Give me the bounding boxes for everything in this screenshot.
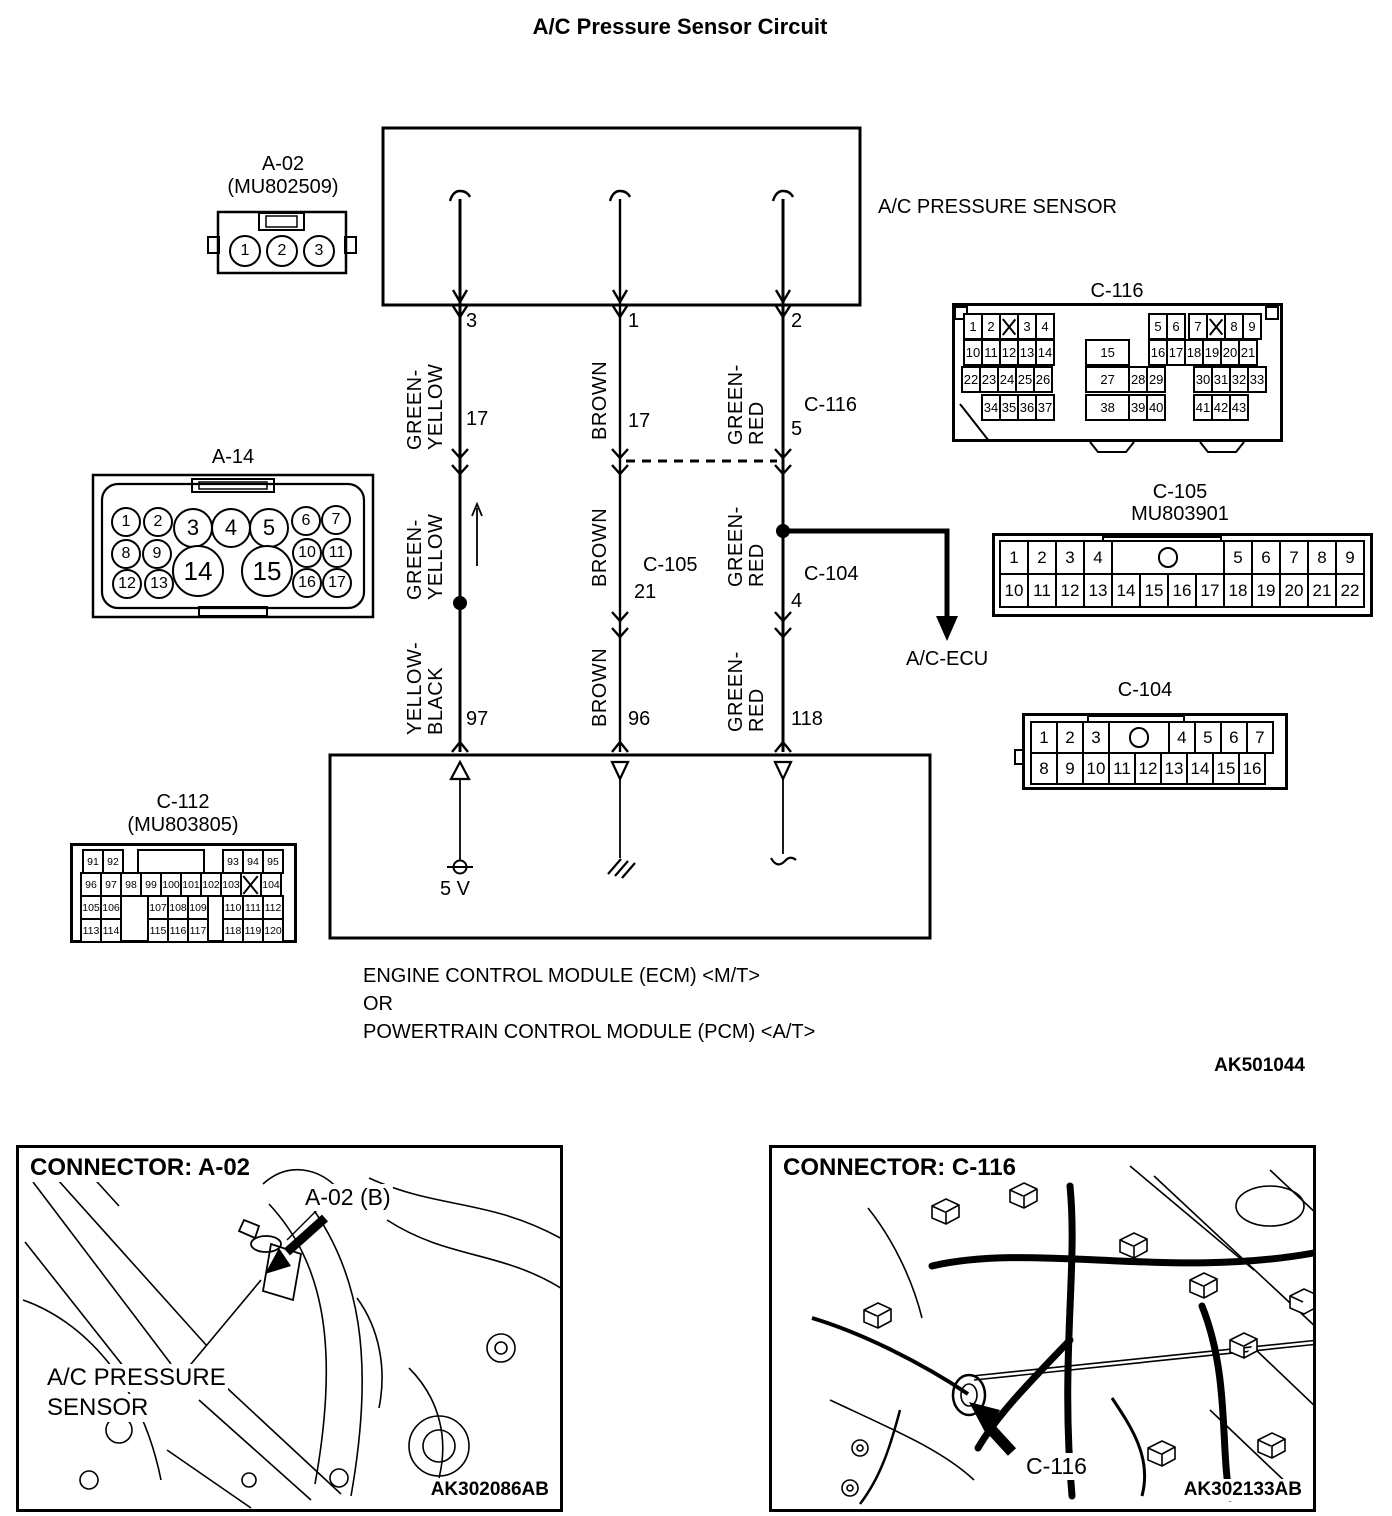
pin-cell: 34 [981,394,1001,421]
pin-cell: 16 [1167,573,1197,608]
pin-cell: 94 [242,849,264,874]
pin-circle: 12 [112,569,142,599]
wire-color-line: GREEN- [404,519,426,600]
module-caption-line: ENGINE CONTROL MODULE (ECM) <M/T> [363,965,761,987]
pin-cell: 12 [1055,573,1085,608]
module-caption [363,962,815,1046]
c116-pin: 5 [791,418,803,440]
pin-circle: 17 [322,568,352,598]
wire-color-line: GREEN- [725,364,747,445]
wire-color-line: BROWN [588,507,611,587]
photo-header: CONNECTOR: A-02 [27,1154,253,1182]
sensor-location-label: SENSOR [47,1394,149,1421]
wire-color-line: YELLOW [425,363,447,450]
pin-cell: 7 [1246,721,1274,754]
wire-color-label [404,314,448,450]
pin-cell: 3 [1055,540,1085,575]
pin-circle: 15 [241,545,293,597]
pin-cell: 96 [80,872,102,897]
pin-cell: 30 [1193,366,1213,393]
ecm-pin: 97 [466,708,489,730]
pin-cell: 103 [220,872,242,897]
pin-cell: 29 [1146,366,1166,393]
sensor-pin: 3 [466,310,478,332]
pin-circle: 16 [292,568,322,598]
pin-cell: 112 [262,895,284,920]
pin-cell: 25 [1015,366,1035,393]
pin-cell: 6 [1166,313,1186,340]
pin-cell: 28 [1128,366,1148,393]
pin-cell: 93 [222,849,244,874]
photo-panel-c116 [769,1145,1316,1512]
pin-cell: 10 [999,573,1029,608]
pin-cell: 119 [242,918,264,943]
pin-cell: 7 [1279,540,1309,575]
pin-cell: 33 [1247,366,1267,393]
sensor-box [383,128,860,305]
wire-color-label [725,467,769,587]
ecm-pin: 118 [791,708,823,730]
wire-color-label [404,599,448,735]
pin-cell: 35 [999,394,1019,421]
pin-cell [1108,721,1170,754]
pin-cell: 91 [82,849,104,874]
photo-callout: A-02 (B) [305,1184,391,1210]
pin-cell: 22 [1335,573,1365,608]
wire-color-line: RED [746,543,768,587]
pin-cell: 13 [1083,573,1113,608]
sensor-pin: 2 [791,310,803,332]
pin-cell: 32 [1229,366,1249,393]
wire-color-line: RED [746,401,768,445]
pin-circle: 2 [143,507,173,537]
pin-cell: 8 [1224,313,1244,340]
wire-color-label [404,464,448,600]
pin-cell: 18 [1223,573,1253,608]
supply-label: 5 V [440,878,471,900]
pin-cell: 21 [1307,573,1337,608]
pin-cell: 113 [80,918,102,943]
connector-title-a02: A-02 [261,153,305,175]
pin-cell: 40 [1146,394,1166,421]
pin-cell: 99 [140,872,162,897]
pin-cell: 23 [979,366,999,393]
ecu-label: A/C-ECU [906,648,989,670]
wire-color-label [589,617,611,727]
c105-pin: 21 [634,581,657,603]
connector-title-c112: C-112 [156,791,210,813]
pin-cell: 18 [1184,339,1204,366]
pin-circle: 2 [266,235,298,267]
pin-cell: 100 [160,872,182,897]
photo-header: CONNECTOR: C-116 [780,1154,1019,1182]
c105-wire-label: C-105 [643,554,698,576]
pin-cell: 15 [1212,752,1240,785]
pin-cell: 4 [1083,540,1113,575]
pin-cell: 9 [1242,313,1262,340]
pin-cell: 16 [1148,339,1168,366]
pin-cell: 114 [100,918,122,943]
pin-cell: 1 [1030,721,1058,754]
photo-panel-a02 [16,1145,563,1512]
pin-cell: 5 [1223,540,1253,575]
pin-cell: 21 [1238,339,1258,366]
pin-cell: 118 [222,918,244,943]
pin-cell: 108 [167,895,189,920]
pin-cell: 14 [1111,573,1141,608]
pin-cell: 92 [102,849,124,874]
ecu-arrowhead [936,616,958,641]
pin-cell: 1 [963,313,983,340]
pin-cell: 115 [147,918,169,943]
pin-cell: 107 [147,895,169,920]
pin-cell: 98 [120,872,142,897]
pin-circle: 11 [322,538,352,568]
pin-cell: 20 [1220,339,1240,366]
pin-cell: 12 [999,339,1019,366]
pin-cell: 27 [1085,366,1130,393]
wire-color-line: GREEN- [725,506,747,587]
pin-circle: 13 [144,569,174,599]
pin-cell: 38 [1085,394,1130,421]
pin-cell [999,313,1019,340]
pin-cell: 19 [1202,339,1222,366]
connector-title-c116: C-116 [1090,280,1144,302]
wire-color-line: YELLOW [425,513,447,600]
pin-circle: 14 [172,545,224,597]
connector-subtitle-a02: (MU802509) [227,176,339,198]
pin-cell: 12 [1134,752,1162,785]
pin-cell: 6 [1220,721,1248,754]
ground-symbol [608,859,635,878]
c104-pin: 4 [791,590,803,612]
pin-cell: 22 [961,366,981,393]
pin-cell: 39 [1128,394,1148,421]
pin-cell: 2 [981,313,1001,340]
pin-cell: 2 [1027,540,1057,575]
pin-cell: 20 [1279,573,1309,608]
c116-wire-label: C-116 [804,394,857,416]
pin-circle: 8 [111,539,141,569]
pin-cell: 1 [999,540,1029,575]
pin-cell: 3 [1082,721,1110,754]
sensor-pin: 1 [628,310,640,332]
pin-cell: 17 [1195,573,1225,608]
pin-cell: 15 [1085,339,1130,366]
ecm-pin: 96 [628,708,651,730]
wire-color-line: BLACK [425,666,447,735]
pin-cell: 4 [1035,313,1055,340]
pin-cell: 37 [1035,394,1055,421]
pin-circle: 3 [173,508,213,548]
page-title: A/C Pressure Sensor Circuit [532,14,828,39]
module-caption-line: POWERTRAIN CONTROL MODULE (PCM) <A/T> [363,1021,816,1043]
pin-cell: 102 [200,872,222,897]
pin-circle: 10 [292,538,322,568]
pin-circle: 9 [142,539,172,569]
pin-cell: 6 [1251,540,1281,575]
module-caption-line: OR [363,993,393,1015]
wire-color-line: BROWN [588,647,611,727]
pin-cell: 13 [1160,752,1188,785]
wire-color-line: GREEN- [404,369,426,450]
pin-cell: 14 [1186,752,1214,785]
connector-title-a14: A-14 [211,446,255,468]
pin-cell: 8 [1030,752,1058,785]
pin-circle: 3 [303,235,335,267]
pin-cell: 117 [187,918,209,943]
wire-color-line: GREEN- [725,651,747,732]
figure-code: AK501044 [1214,1055,1305,1076]
sensor-label: A/C PRESSURE SENSOR [878,196,1117,218]
pin-cell: 42 [1211,394,1231,421]
pin-cell: 41 [1193,394,1213,421]
pin-cell: 19 [1251,573,1281,608]
pin-cell: 105 [80,895,102,920]
c116-pin: 17 [466,408,489,430]
pin-cell: 116 [167,918,189,943]
pin-cell [1111,540,1225,575]
pin-cell: 36 [1017,394,1037,421]
hook-symbol [771,858,796,865]
wire-color-label [725,612,769,732]
c104-wire-label: C-104 [804,563,859,585]
connector-subtitle-c105: MU803901 [1131,503,1229,525]
photo-code: AK302133AB [1181,1479,1305,1501]
pin-cell: 14 [1035,339,1055,366]
pin-circle: 4 [211,508,251,548]
photo-callout: C-116 [1026,1453,1087,1479]
pin-circle: 5 [249,508,289,548]
pin-cell: 10 [963,339,983,366]
pin-cell: 4 [1168,721,1196,754]
pin-cell: 110 [222,895,244,920]
connector-title-c105: C-105 [1152,481,1208,503]
sensor-location-label: A/C PRESSURE [47,1364,226,1391]
pin-cell: 17 [1166,339,1186,366]
pin-cell: 9 [1056,752,1084,785]
pin-cell: 26 [1033,366,1053,393]
pin-cell: 111 [242,895,264,920]
photo-code: AK302086AB [428,1479,552,1501]
pin-cell: 43 [1229,394,1249,421]
wire-color-line: YELLOW- [404,641,426,735]
pin-cell: 15 [1139,573,1169,608]
pin-circle: 1 [111,507,141,537]
pin-cell: 10 [1082,752,1110,785]
wire-color-label [589,330,611,440]
pin-cell: 16 [1238,752,1266,785]
pin-circle: 6 [291,506,321,536]
pin-cell: 24 [997,366,1017,393]
pin-cell: 11 [981,339,1001,366]
pin-cell: 104 [260,872,282,897]
pin-cell [1206,313,1226,340]
pin-cell: 7 [1188,313,1208,340]
wire-color-label [725,325,769,445]
wire-color-line: RED [746,688,768,732]
c116-pin: 17 [628,410,651,432]
pin-cell: 120 [262,918,284,943]
pin-cell: 97 [100,872,122,897]
pin-cell: 13 [1017,339,1037,366]
connector-subtitle-c112: (MU803805) [127,814,239,836]
pin-circle: 1 [229,235,261,267]
engine-bay-art [19,1148,563,1512]
pin-cell: 5 [1194,721,1222,754]
pin-cell: 31 [1211,366,1231,393]
pin-cell: 106 [100,895,122,920]
pin-cell [240,872,262,897]
connector-title-c104: C-104 [1117,679,1173,701]
pin-cell [137,849,205,874]
pin-cell: 3 [1017,313,1037,340]
splice-dot [454,597,467,610]
pin-cell: 9 [1335,540,1365,575]
ecm-box [330,755,930,938]
pin-circle: 7 [321,505,351,535]
pin-cell: 109 [187,895,209,920]
pin-cell: 2 [1056,721,1084,754]
wire-color-label [589,477,611,587]
wire-color-line: BROWN [588,360,611,440]
pin-cell: 11 [1027,573,1057,608]
pin-cell: 101 [180,872,202,897]
pin-cell: 5 [1148,313,1168,340]
pin-cell: 95 [262,849,284,874]
pin-cell: 11 [1108,752,1136,785]
pin-cell: 8 [1307,540,1337,575]
